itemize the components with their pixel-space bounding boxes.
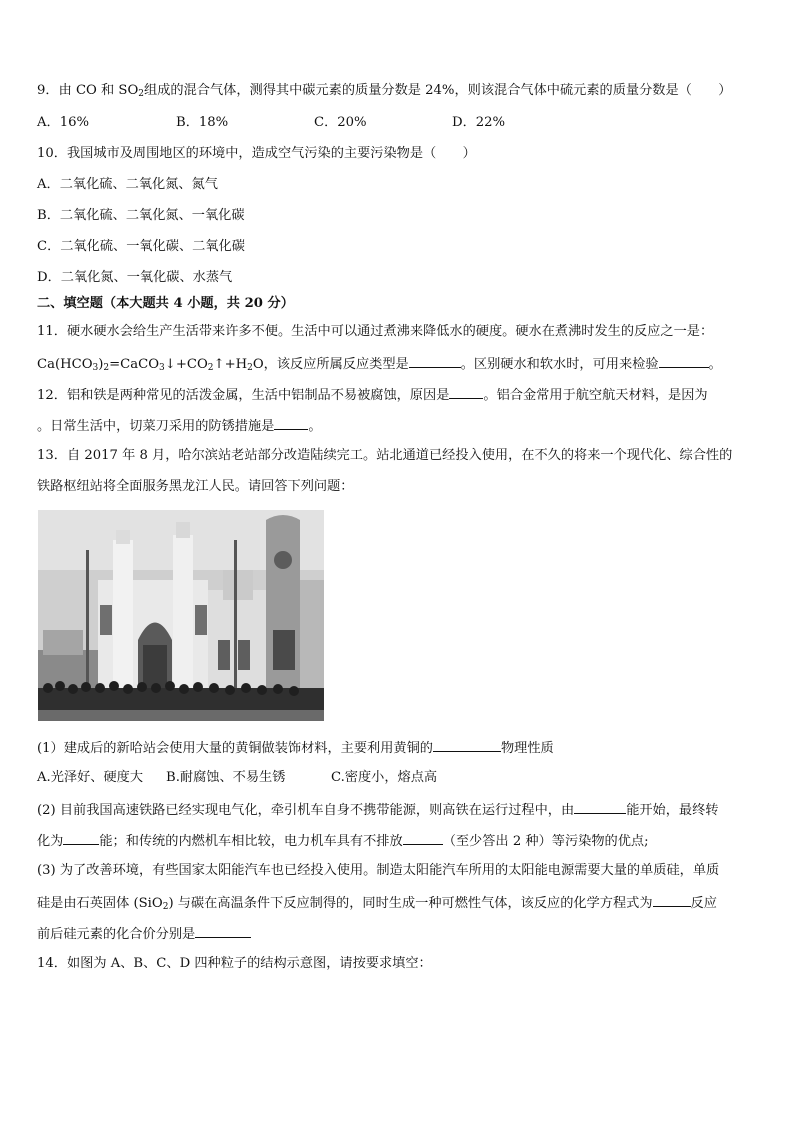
q13-part3-line1: (3) 为了改善环境，有些国家太阳能汽车也已经投入使用。制造太阳能汽车所用的太阳能电源需要大量的单质硅，单质 — [37, 863, 720, 878]
q13-part1-option-b: B.耐腐蚀、不易生锈 — [166, 770, 286, 785]
harbin-station-photo — [38, 510, 324, 721]
section-heading: 二、填空题（本大题共 4 小题，共 20 分） — [37, 296, 294, 311]
q13-part3-line2: 硅是由石英固体 (SiO$_2$) 与碳在高温条件下反应制得的，同时生成一种可燃性气体，该反应的化学方程式为 反应 — [37, 893, 717, 913]
answer-blank[interactable] — [409, 354, 461, 368]
q14-stem: 14．如图为 A、B、C、D 四种粒子的结构示意图，请按要求填空： — [37, 956, 432, 971]
answer-blank[interactable] — [274, 416, 308, 430]
q9-option-b: B．18% — [176, 115, 229, 130]
q13-part1: (1）建成后的新哈站会使用大量的黄铜做装饰材料，主要利用黄铜的 物理性质 — [37, 738, 554, 758]
q12-line2: 。日常生活中，切菜刀采用的防锈措施是 。 — [37, 416, 322, 436]
q13-part2-line1: (2) 目前我国高速铁路已经实现电气化，牵引机车自身不携带能源，则高铁在运行过程中，由 能开始，最终转 — [37, 800, 719, 820]
q10-option-b: B．二氧化硫、二氧化氮、一氧化碳 — [37, 208, 245, 223]
q9-subscript: 2 — [138, 89, 145, 99]
q13-part2-line2: 化为 能；和传统的内燃机车相比较，电力机车具有不排放 （至少答出 2 种）等污染物的优点; — [37, 831, 649, 851]
answer-blank[interactable] — [433, 738, 501, 752]
q13-line2: 铁路枢纽站将全面服务黑龙江人民。请回答下列问题： — [37, 479, 354, 494]
q9-option-c: C．20% — [314, 115, 367, 130]
q9-stem — [37, 82, 731, 100]
q9-stem-part: 9．由 CO 和 SO — [37, 83, 139, 98]
q9-stem-part: 组成的混合气体，测得其中碳元素的质量分数是 24%，则该混合气体中硫元素的质量分数是（ ） — [144, 83, 732, 98]
answer-blank[interactable] — [449, 385, 483, 399]
q12-line1: 12．铝和铁是两种常见的活泼金属，生活中铝制品不易被腐蚀，原因是 。铝合金常用于航空航天材料，是因为 — [37, 385, 708, 405]
answer-blank[interactable] — [659, 354, 709, 368]
q13-line1: 13．自 2017 年 8 月，哈尔滨站老站部分改造陆续完工。站北通道已经投入使用，在不久的将来一个现代化、综合性的 — [37, 448, 733, 463]
q10-stem: 10．我国城市及周围地区的环境中，造成空气污染的主要污染物是（ ） — [37, 146, 476, 161]
answer-blank[interactable] — [63, 831, 99, 845]
q13-part3-line3: 前后硅元素的化合价分别是 — [37, 924, 251, 944]
q10-option-c: C．二氧化硫、一氧化碳、二氧化碳 — [37, 239, 245, 254]
q10-option-d: D．二氧化氮、一氧化碳、水蒸气 — [37, 270, 233, 285]
answer-blank[interactable] — [653, 893, 691, 907]
q9-option-d: D．22% — [452, 115, 506, 130]
answer-blank[interactable] — [195, 924, 251, 938]
q13-part1-option-c: C.密度小，熔点高 — [331, 770, 438, 785]
q10-option-a: A．二氧化硫、二氧化氮、氮气 — [37, 177, 218, 192]
answer-blank[interactable] — [403, 831, 443, 845]
q9-option-a: A．16% — [37, 115, 90, 130]
q13-part1-option-a: A.光泽好、硬度大 — [37, 770, 144, 785]
q11-line1: 11．硬水硬水会给生产生活带来许多不便。生活中可以通过煮沸来降低水的硬度。硬水在煮沸时发生的反应之一是： — [37, 324, 714, 339]
answer-blank[interactable] — [574, 800, 626, 814]
q11-equation-line: $Ca(HCO_3)_2=CaCO_3↓+CO_2↑+H_2O$，该反应所属反应类型是 。区别硬水和软水时，可用来检验 。 — [37, 354, 722, 374]
